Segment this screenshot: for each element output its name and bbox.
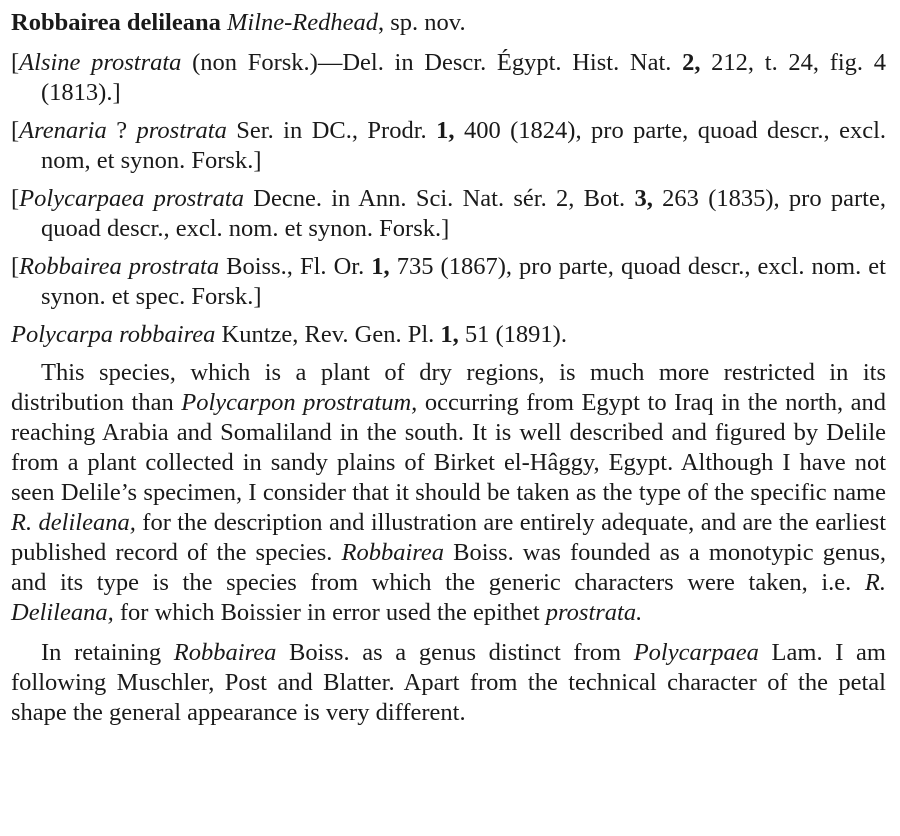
synonym-citation-tail: 51 (1891).: [458, 321, 567, 348]
synonym-name: Arenaria: [19, 117, 107, 144]
species-status: , sp. nov.: [378, 9, 466, 36]
bracket-open: [: [11, 253, 20, 280]
species-author: Milne-Redhead: [226, 9, 379, 36]
synonym-citation-tail: 212, t. 24, fig. 4 (1813).]: [41, 49, 887, 106]
species-heading: [11, 8, 886, 38]
synonym-citation: Kuntze, Rev. Gen. Pl.: [215, 321, 441, 348]
synonym-entry: [11, 116, 886, 176]
body-text: Boiss. as a genus distinct from: [276, 639, 634, 666]
species-name: Robbairea delileana: [11, 9, 221, 36]
body-text: This species, which is a plant of dry regions, is much more restricted in its distribution than: [11, 359, 886, 416]
italic-taxon: prostrata.: [545, 599, 643, 626]
body-text: Lam. I am following Muschler, Post and Blatter. Apart from the technical character of the petal shape the general appearance is very different.: [11, 639, 886, 726]
synonym-citation: (non Forsk.)—Del. in Descr. Égypt. Hist. Nat.: [181, 49, 683, 76]
bracket-open: [: [11, 117, 20, 144]
synonym-entry: [11, 320, 886, 350]
italic-taxon: Polycarpon prostratum,: [181, 389, 418, 416]
synonym-volume: 1,: [371, 253, 390, 280]
synonym-citation-tail: 263 (1835), pro parte, quoad descr., excl. nom. et synon. Forsk.]: [41, 185, 886, 242]
synonym-volume: 3,: [634, 185, 653, 212]
bracket-open: [: [11, 49, 20, 76]
body-text: occurring from Egypt to Iraq in the north, and reaching Arabia and Somaliland in the south. It is well described and figured by Delile from a plant collected in sandy plains of Birket el-Hâggy, Egypt. Although I have not seen Delile’s specimen, I consider that it should be taken as the type of the specific name: [11, 389, 886, 506]
italic-taxon: Polycarpaea: [633, 639, 759, 666]
italic-taxon: Robbairea: [173, 639, 277, 666]
body-text: for which Boissier in error used the epithet: [113, 599, 546, 626]
discussion-paragraph: [11, 638, 886, 728]
synonym-entry: [11, 184, 886, 244]
synonym-name: Robbairea prostrata: [19, 253, 220, 280]
synonym-query: ?: [106, 117, 137, 144]
body-text: for the description and illustration are entirely adequate, and are the earliest published record of the species.: [11, 509, 886, 566]
synonym-entry: [11, 252, 886, 312]
synonym-volume: 1,: [436, 117, 455, 144]
discussion-paragraph: [11, 358, 886, 628]
italic-taxon: Robbairea: [341, 539, 445, 566]
synonym-epithet: prostrata: [136, 117, 227, 144]
italic-taxon: R. Delileana,: [11, 569, 886, 626]
synonym-volume: 1,: [440, 321, 459, 348]
bracket-open: [: [11, 185, 20, 212]
synonym-name: Alsine prostrata: [19, 49, 182, 76]
synonym-citation: Decne. in Ann. Sci. Nat. sér. 2, Bot.: [243, 185, 635, 212]
synonym-citation: Boiss., Fl. Or.: [219, 253, 372, 280]
body-text: Boiss. was founded as a monotypic genus, and its type is the species from which the generic characters were taken, i.e.: [11, 539, 886, 596]
synonym-name: Polycarpa robbairea: [11, 321, 216, 348]
synonym-citation-tail: 400 (1824), pro parte, quoad descr., excl. nom, et synon. Forsk.]: [41, 117, 886, 174]
italic-taxon: R. delileana,: [11, 509, 136, 536]
synonym-volume: 2,: [682, 49, 701, 76]
body-text: In retaining: [41, 639, 174, 666]
synonym-name: Polycarpaea prostrata: [19, 185, 244, 212]
synonym-citation: Ser. in DC., Prodr.: [226, 117, 437, 144]
synonym-citation-tail: 735 (1867), pro parte, quoad descr., excl. nom. et synon. et spec. Forsk.]: [41, 253, 886, 310]
synonym-entry: [11, 48, 886, 108]
